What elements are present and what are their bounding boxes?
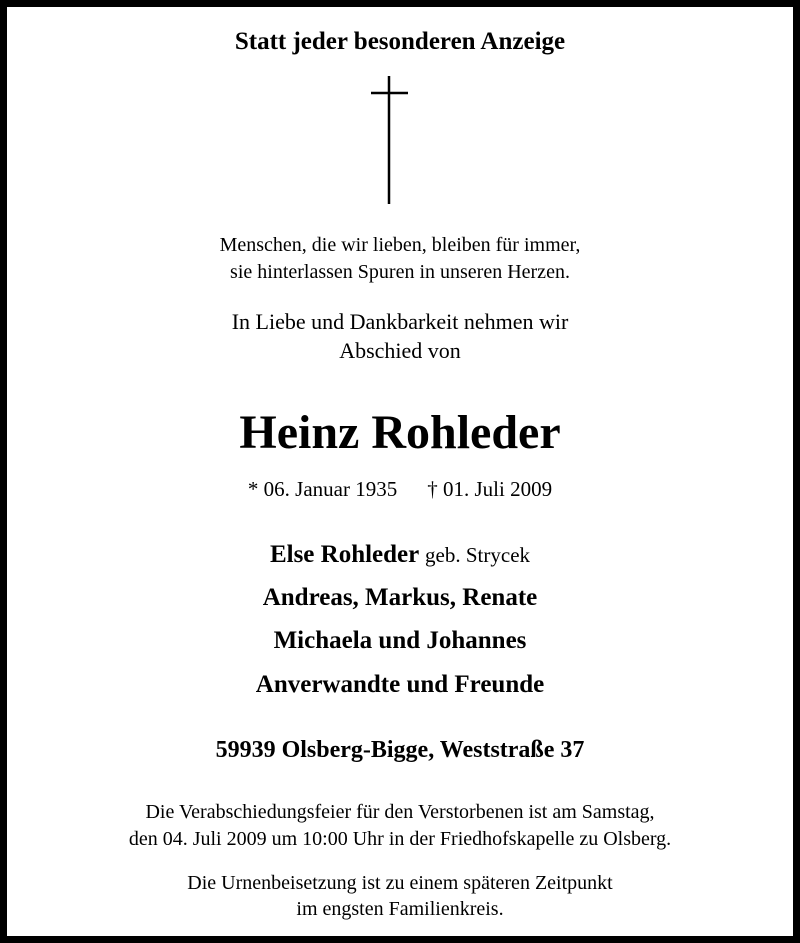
poem-line-1: Menschen, die wir lieben, bleiben für immer, xyxy=(219,234,581,256)
death-date: † 01. Juli 2009 xyxy=(427,477,553,501)
cross-icon xyxy=(370,76,410,204)
notice-heading: Statt jeder besonderen Anzeige xyxy=(234,28,566,55)
mourner-spouse xyxy=(0,542,800,567)
life-dates xyxy=(0,479,800,500)
birth-date: * 06. Januar 1935 xyxy=(247,477,398,501)
mourner-others: Anverwandte und Freunde xyxy=(255,671,545,698)
funeral-info-line-2: den 04. Juli 2009 um 10:00 Uhr in der Friedhofskapelle zu Olsberg. xyxy=(128,828,672,850)
funeral-info-line-1: Die Verabschiedungsfeier für den Verstorbenen ist am Samstag, xyxy=(145,801,655,823)
burial-info-line-1: Die Urnenbeisetzung ist zu einem späteren Zeitpunkt xyxy=(187,872,613,894)
family-address: 59939 Olsberg-Bigge, Weststraße 37 xyxy=(215,737,585,763)
spouse-maiden-name: geb. Strycek xyxy=(425,543,531,567)
poem-line-2: sie hinterlassen Spuren in unseren Herzen. xyxy=(230,261,570,283)
intro-line-2: Abschied von xyxy=(339,338,461,363)
mourner-children: Andreas, Markus, Renate xyxy=(262,584,538,611)
spouse-name: Else Rohleder xyxy=(269,541,419,568)
mourner-grandchildren: Michaela und Johannes xyxy=(273,627,527,654)
burial-info-line-2: im engsten Familienkreis. xyxy=(296,898,504,920)
deceased-name: Heinz Rohleder xyxy=(239,406,561,459)
intro-line-1: In Liebe und Dankbarkeit nehmen wir xyxy=(231,309,569,334)
